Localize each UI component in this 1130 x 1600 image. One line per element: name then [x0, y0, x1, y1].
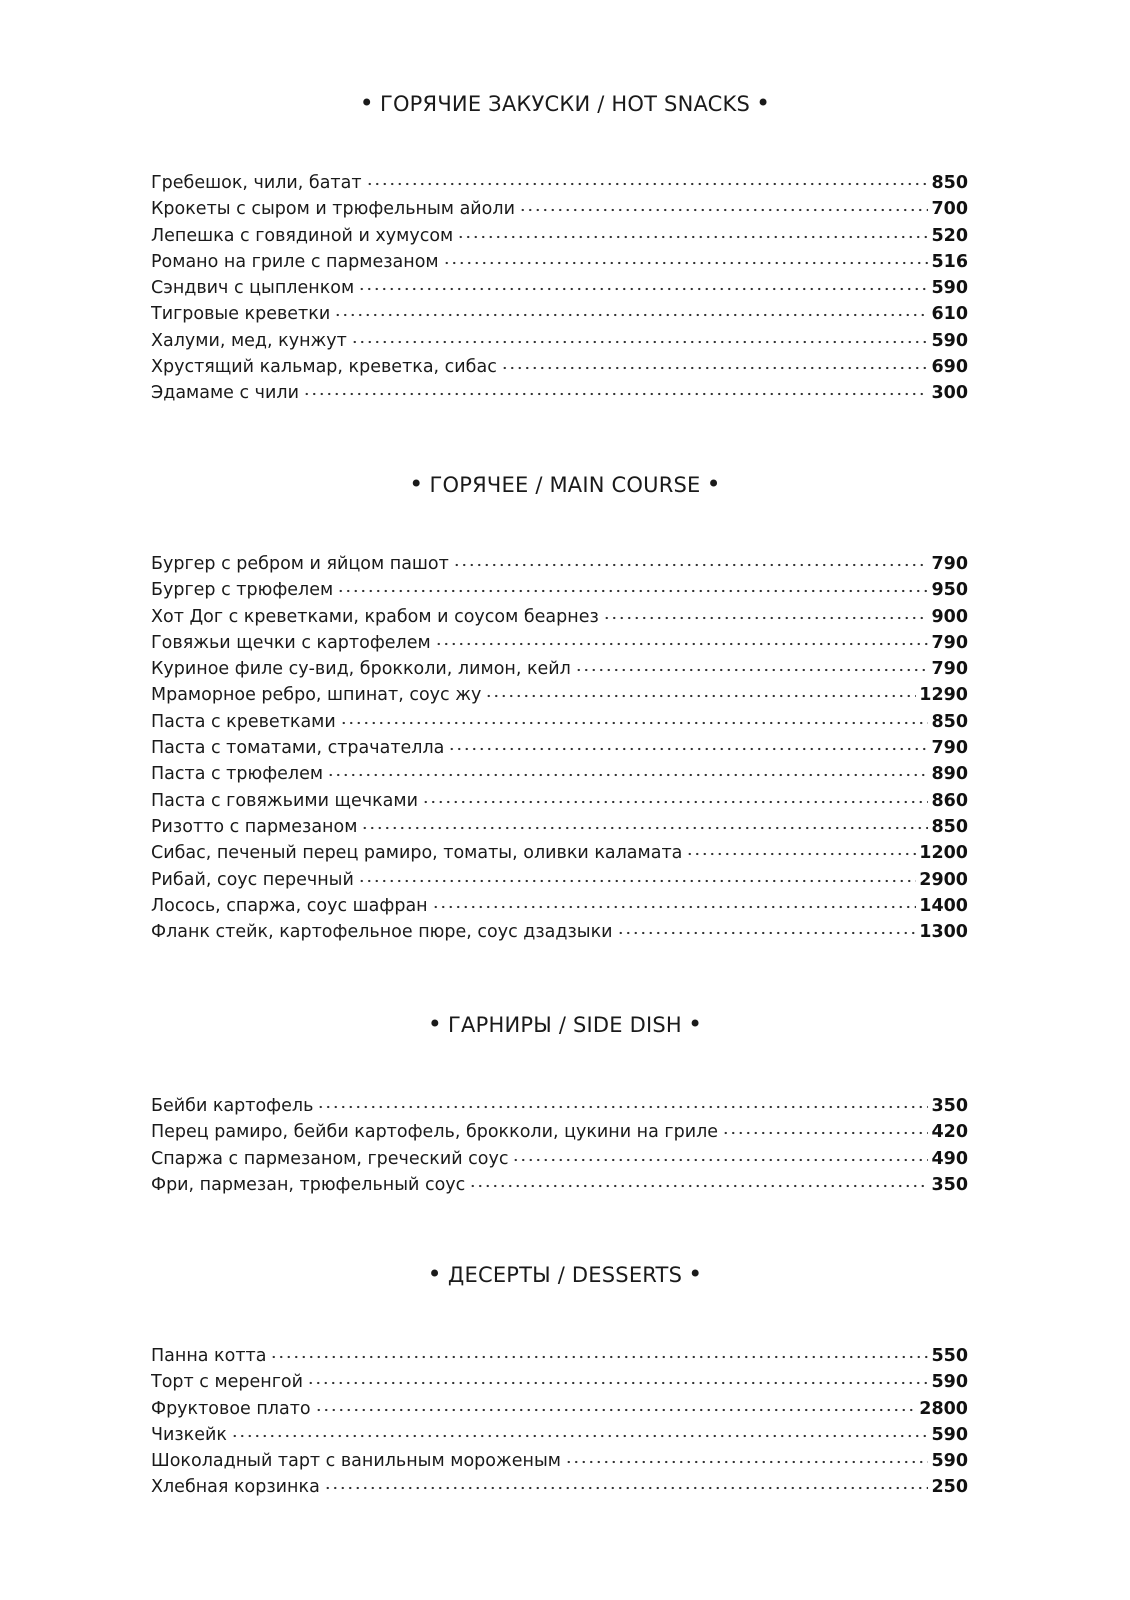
dot-leader	[565, 1460, 929, 1464]
menu-item	[151, 331, 968, 357]
dot-leader	[512, 1158, 928, 1162]
menu-item	[151, 685, 968, 711]
menu-item	[151, 278, 968, 304]
dot-leader	[501, 366, 929, 370]
dot-leader	[358, 287, 928, 291]
item-name: Гребешок, чили, батат	[151, 173, 362, 193]
bullet-right: •	[706, 470, 721, 498]
menu-item	[151, 1425, 968, 1451]
dot-leader	[315, 1408, 917, 1412]
dot-leader	[485, 694, 916, 698]
dot-leader	[519, 208, 929, 212]
item-price: 790	[931, 632, 968, 653]
menu-item	[151, 252, 968, 278]
item-name: Сибас, печеный перец рамиро, томаты, оливки каламата	[151, 843, 683, 864]
item-name: Бургер с ребром и яйцом пашот	[151, 554, 449, 574]
menu-item	[151, 383, 968, 409]
menu-item	[151, 791, 968, 817]
dot-leader	[366, 182, 929, 186]
item-price: 850	[931, 816, 968, 837]
menu-item	[151, 738, 968, 764]
dot-leader	[351, 340, 929, 344]
item-price: 590	[931, 1451, 968, 1472]
menu-item	[151, 1175, 968, 1201]
bullet-left: •	[427, 1260, 442, 1288]
menu-item	[151, 922, 968, 948]
item-name: Шоколадный тарт с ванильным мороженым	[151, 1451, 561, 1472]
item-name: Паста с говяжьими щечками	[151, 790, 418, 811]
menu-item	[151, 1372, 968, 1398]
bullet-left: •	[427, 1010, 443, 1038]
menu-list-hot-snacks	[151, 173, 968, 410]
item-price: 790	[931, 659, 968, 680]
menu-item	[151, 870, 968, 896]
item-price: 860	[931, 790, 968, 811]
item-name: Ризотто с пармезаном	[151, 816, 358, 837]
menu-item	[151, 764, 968, 790]
menu-list-main-course	[151, 554, 968, 948]
menu-item	[151, 199, 968, 225]
item-name: Тигровые креветки	[151, 304, 331, 325]
menu-list-desserts	[151, 1346, 968, 1504]
menu-item	[151, 896, 968, 922]
item-price: 2800	[919, 1398, 968, 1419]
item-name: Мраморное ребро, шпинат, соус жу	[151, 685, 482, 706]
item-price: 790	[931, 738, 968, 759]
dot-leader	[358, 879, 916, 883]
dot-leader	[324, 1486, 929, 1490]
item-price: 490	[931, 1148, 968, 1169]
item-price: 250	[931, 1477, 968, 1498]
section-title-hot-snacks	[0, 89, 1130, 117]
menu-item	[151, 304, 968, 330]
menu-item	[151, 659, 968, 685]
dot-leader	[686, 852, 916, 856]
dot-leader	[432, 905, 917, 909]
dot-leader	[453, 563, 929, 567]
dot-leader	[443, 261, 929, 265]
dot-leader	[270, 1355, 928, 1359]
dot-leader	[448, 747, 928, 751]
item-name: Говяжьи щечки с картофелем	[151, 632, 431, 653]
menu-item	[151, 1122, 968, 1148]
menu-item	[151, 1149, 968, 1175]
item-name: Бургер с трюфелем	[151, 580, 334, 601]
item-price: 900	[931, 606, 968, 627]
bullet-left: •	[409, 470, 424, 498]
section-title-text: ГАРНИРЫ / SIDE DISH	[448, 1013, 682, 1037]
bullet-right: •	[687, 1010, 703, 1038]
item-price: 350	[931, 1174, 968, 1195]
dot-leader	[457, 235, 928, 239]
item-price: 950	[931, 580, 968, 601]
item-price: 790	[931, 554, 968, 574]
section-title-main-course	[0, 470, 1130, 498]
section-title-text: ГОРЯЧЕЕ / MAIN COURSE	[429, 473, 701, 497]
section-title-text: ДЕСЕРТЫ / DESSERTS	[447, 1263, 683, 1287]
section-title-text: ГОРЯЧИЕ ЗАКУСКИ / HOT SNACKS	[379, 92, 751, 116]
menu-item	[151, 843, 968, 869]
menu-item	[151, 1451, 968, 1477]
item-name: Лепешка с говядиной и хумусом	[151, 225, 454, 246]
item-name: Романо на гриле с пармезаном	[151, 251, 439, 272]
menu-item	[151, 607, 968, 633]
item-name: Эдамаме с чили	[151, 383, 299, 404]
menu-item	[151, 580, 968, 606]
menu-item	[151, 1477, 968, 1503]
item-price: 690	[931, 357, 968, 378]
menu-item	[151, 173, 968, 199]
menu-item	[151, 1346, 968, 1372]
item-price: 520	[931, 225, 968, 246]
item-name: Спаржа с пармезаном, греческий соус	[151, 1148, 509, 1169]
item-price: 350	[931, 1096, 968, 1116]
dot-leader	[327, 773, 928, 777]
menu-item	[151, 1096, 968, 1122]
dot-leader	[334, 313, 928, 317]
menu-item	[151, 712, 968, 738]
item-price: 850	[931, 173, 968, 193]
bullet-right: •	[756, 89, 771, 117]
item-name: Бейби картофель	[151, 1096, 314, 1116]
section-title-desserts	[0, 1260, 1130, 1288]
section-title-side-dish	[0, 1010, 1130, 1038]
item-price: 1400	[919, 895, 968, 916]
menu-item	[151, 817, 968, 843]
item-name: Куриное филе су-вид, брокколи, лимон, кейл	[151, 659, 571, 680]
menu-item	[151, 633, 968, 659]
item-name: Паста с томатами, страчателла	[151, 738, 445, 759]
dot-leader	[317, 1105, 928, 1109]
item-name: Чизкейк	[151, 1424, 227, 1445]
item-name: Перец рамиро, бейби картофель, брокколи, цукини на гриле	[151, 1122, 719, 1143]
dot-leader	[603, 616, 929, 620]
bullet-left: •	[359, 89, 374, 117]
menu-item	[151, 226, 968, 252]
menu-item	[151, 357, 968, 383]
dot-leader	[575, 668, 929, 672]
menu-item	[151, 554, 968, 580]
item-name: Паста с креветками	[151, 711, 336, 732]
dot-leader	[617, 931, 917, 935]
dot-leader	[469, 1184, 928, 1188]
item-name: Халуми, мед, кунжут	[151, 330, 347, 351]
item-price: 1300	[919, 922, 968, 943]
item-name: Торт с меренгой	[151, 1372, 304, 1393]
dot-leader	[722, 1131, 928, 1135]
dot-leader	[307, 1381, 928, 1385]
item-price: 590	[931, 278, 968, 299]
dot-leader	[303, 392, 929, 396]
item-name: Хот Дог с креветками, крабом и соусом беарнез	[151, 606, 599, 627]
dot-leader	[340, 721, 929, 725]
item-name: Крокеты с сыром и трюфельным айоли	[151, 199, 515, 220]
item-name: Фруктовое плато	[151, 1398, 311, 1419]
item-price: 610	[931, 304, 968, 325]
item-name: Рибай, соус перечный	[151, 869, 354, 890]
item-name: Лосось, спаржа, соус шафран	[151, 895, 428, 916]
item-price: 1290	[919, 685, 968, 706]
dot-leader	[422, 800, 929, 804]
item-price: 700	[931, 199, 968, 220]
menu-item	[151, 1399, 968, 1425]
item-price: 590	[931, 330, 968, 351]
item-name: Фланк стейк, картофельное пюре, соус дзадзыки	[151, 922, 613, 943]
item-price: 300	[931, 383, 968, 404]
item-name: Хрустящий кальмар, креветка, сибас	[151, 357, 497, 378]
item-price: 420	[931, 1122, 968, 1143]
item-name: Фри, пармезан, трюфельный соус	[151, 1174, 466, 1195]
item-price: 550	[931, 1346, 968, 1366]
dot-leader	[361, 826, 928, 830]
item-name: Панна котта	[151, 1346, 267, 1366]
bullet-right: •	[688, 1260, 703, 1288]
item-name: Хлебная корзинка	[151, 1477, 320, 1498]
item-price: 1200	[919, 843, 968, 864]
item-price: 590	[931, 1372, 968, 1393]
dot-leader	[231, 1434, 929, 1438]
item-price: 516	[931, 251, 968, 272]
menu-list-side-dish	[151, 1096, 968, 1201]
item-price: 590	[931, 1424, 968, 1445]
item-name: Паста с трюфелем	[151, 764, 324, 785]
item-name: Сэндвич с цыпленком	[151, 278, 355, 299]
dot-leader	[435, 642, 929, 646]
item-price: 890	[931, 764, 968, 785]
item-price: 850	[931, 711, 968, 732]
item-price: 2900	[919, 869, 968, 890]
dot-leader	[337, 589, 928, 593]
